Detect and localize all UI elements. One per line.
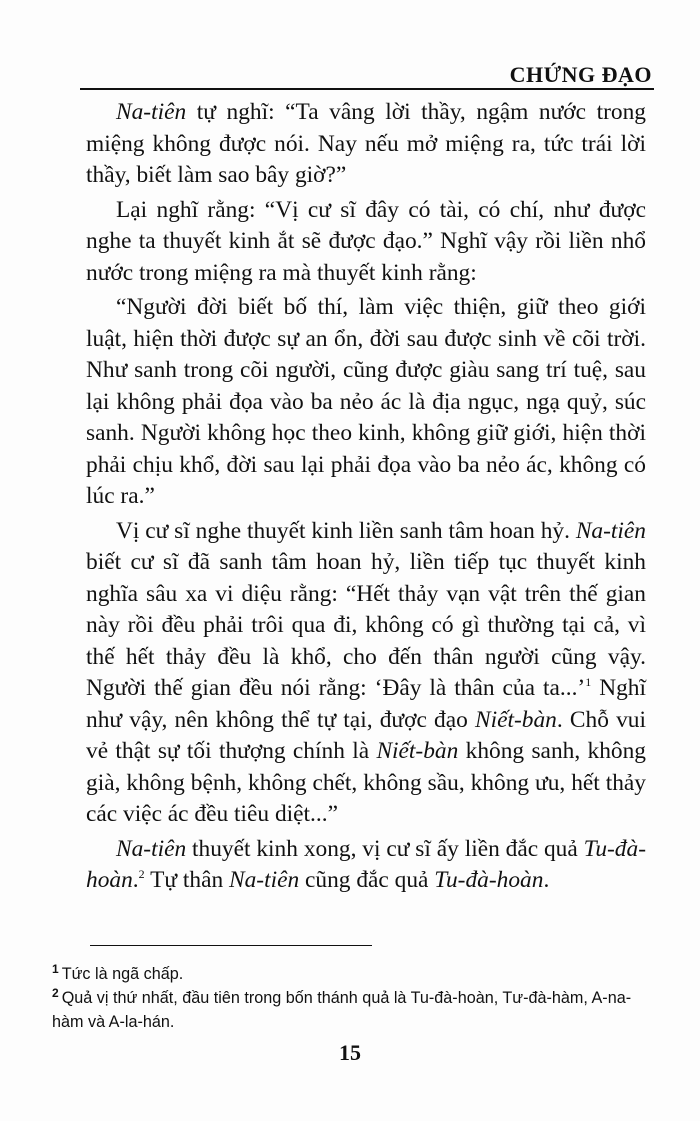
name-natien: Na-tiên <box>116 835 187 862</box>
text-run: Nghĩ như vậy, nên không thể tự tại, được đạo <box>86 675 646 733</box>
footnote-2 <box>52 986 650 1034</box>
footnote-rule <box>90 945 372 946</box>
paragraph-2 <box>86 195 646 290</box>
text-run: tự nghĩ: “Ta vâng lời thầy, ngậm nước trong miệng không được nói. Nay nếu mở miệng ra, tức trái lời thầy, biết làm sao bây giờ?” <box>86 99 646 188</box>
text-run: . Chỗ vui vẻ thật sự tối thượng chính là <box>86 706 646 764</box>
text-run: “Người đời biết bố thí, làm việc thiện, giữ theo giới luật, hiện thời được sự an ổn, đời sau được sinh về cõi trời. Như sanh trong cõi người, cũng được giàu sang trí tuệ, sau lại không phải đọa vào ba nẻo ác là địa ngục, ngạ quỷ, súc sanh. Người không học theo kinh, không giữ giới, hiện thời phải chịu khổ, đời sau lại phải đọa vào ba nẻo ác, không có lúc ra.” <box>86 294 646 509</box>
text-run: . <box>543 867 550 893</box>
footnote-ref-2[interactable]: 2 <box>138 867 145 882</box>
text-run: biết cư sĩ đã sanh tâm hoan hỷ, liền tiếp tục thuyết kinh nghĩa sâu xa vi diệu rằng: “Hết thảy vạn vật trên thế gian này rồi đều phải trôi qua đi, không có gì thường tại cả, vì thế hết thảy đều là khổ, cho đến thân người cũng vậy. Người thế gian đều nói rằng: ‘Đây là thân của ta...’ <box>86 549 646 701</box>
name-natien: Na-tiên <box>575 517 646 544</box>
paragraph-4 <box>86 516 646 831</box>
name-natien: Na-tiên <box>229 867 300 893</box>
paragraph-1 <box>86 97 646 192</box>
footnote-1 <box>52 962 650 986</box>
footnote-number: 2 <box>52 985 59 1000</box>
text-run: . <box>132 867 139 893</box>
text-run: Tự thân <box>144 867 229 893</box>
term-nietban: Niết-bàn <box>475 706 557 733</box>
term-tudahoan: Tu-đà-hoàn <box>434 867 544 893</box>
footnote-text: Quả vị thứ nhất, đầu tiên trong bốn thánh quả là Tu-đà-hoàn, Tư-đà-hàm, A-na-hàm và A-la-hán. <box>52 989 632 1031</box>
paragraph-5 <box>86 834 646 897</box>
footnote-text: Tức là ngã chấp. <box>61 965 184 983</box>
text-run: Lại nghĩ rằng: “Vị cư sĩ đây có tài, có chí, như được nghe ta thuyết kinh ắt sẽ được đạo.” Nghĩ vậy rồi liền nhổ nước trong miệng ra mà thuyết kinh rằng: <box>86 196 646 286</box>
text-run: không sanh, không già, không bệnh, không chết, không sầu, không ưu, hết thảy các việc ác đều tiêu diệt...” <box>86 738 646 827</box>
name-natien: Na-tiên <box>116 99 187 125</box>
text-run: thuyết kinh xong, vị cư sĩ ấy liền đắc quả <box>186 835 584 862</box>
paragraph-3 <box>86 292 646 513</box>
term-tudahoan: Tu-đà-hoàn <box>86 835 646 893</box>
term-nietban: Niết-bàn <box>376 738 459 764</box>
footnote-number: 1 <box>52 961 59 976</box>
running-header-title: CHỨNG ĐẠO <box>509 62 652 87</box>
body-text <box>86 97 646 900</box>
footnotes <box>52 962 650 1034</box>
text-run: cũng đắc quả <box>299 867 435 893</box>
page-number: 15 <box>339 1040 361 1065</box>
header-rule <box>80 88 654 90</box>
footnote-ref-1[interactable]: 1 <box>585 675 592 690</box>
text-run: Vị cư sĩ nghe thuyết kinh liền sanh tâm hoan hỷ. <box>116 517 576 544</box>
